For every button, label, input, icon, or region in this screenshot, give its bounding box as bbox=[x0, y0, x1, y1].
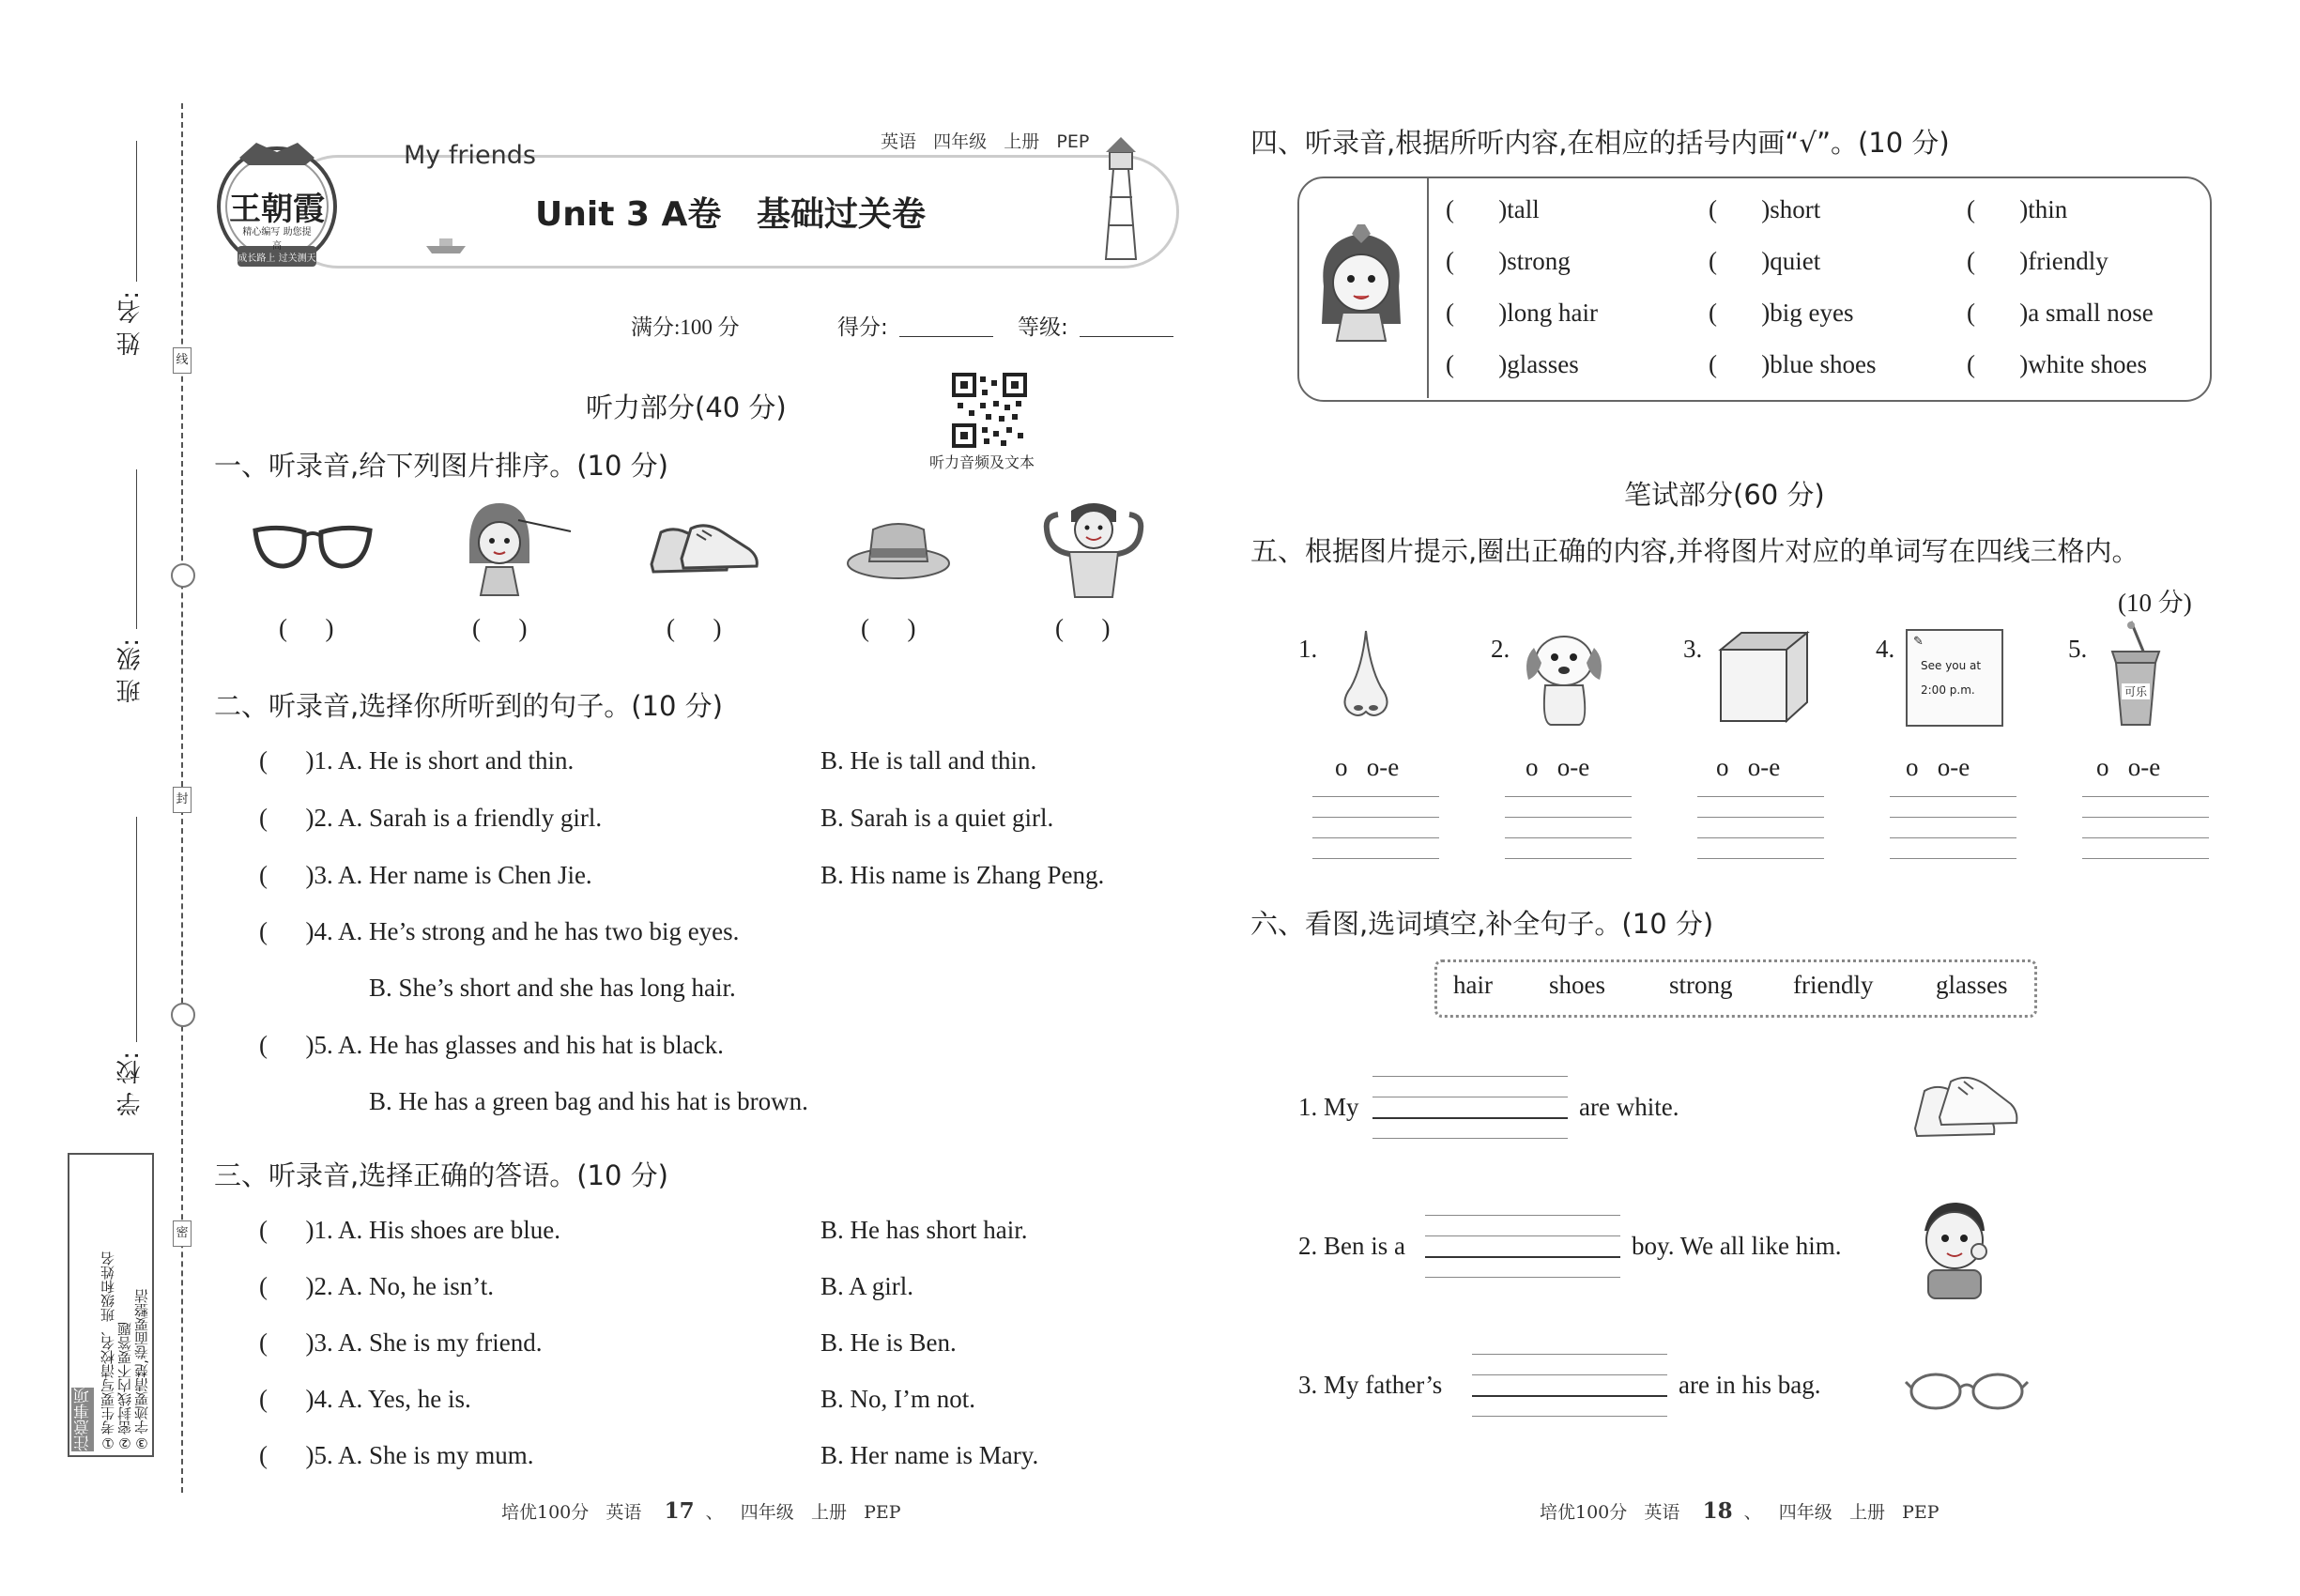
s5-lines-2[interactable] bbox=[1505, 796, 1632, 864]
brand-logo bbox=[211, 131, 343, 272]
s5-picture-nose bbox=[1328, 629, 1403, 727]
s4-small-nose: a small nose bbox=[2028, 299, 2154, 327]
s4-row2-col2[interactable]: ( )quiet bbox=[1709, 247, 1821, 275]
footer-left-subject: 英语 bbox=[606, 1502, 642, 1523]
s4-glasses: glasses bbox=[1507, 350, 1579, 378]
grade-field[interactable] bbox=[1080, 336, 1173, 337]
brand-name: 王朝霞 bbox=[229, 191, 325, 228]
s2-q5-num: 5. bbox=[314, 1031, 333, 1059]
s5-picture-dog bbox=[1521, 622, 1610, 733]
series-subject: 英语 bbox=[881, 131, 917, 152]
footer-right-book: 培优100分 bbox=[1540, 1502, 1628, 1523]
notice-item-2: ②密封线内不要答题 bbox=[116, 1322, 133, 1451]
qr-code-icon bbox=[952, 373, 1027, 448]
score-label: 得分: bbox=[837, 315, 888, 340]
s1-answer-2[interactable]: ( ) bbox=[472, 614, 528, 642]
s4-long-hair: long hair bbox=[1507, 299, 1598, 327]
s3-q3-b: B. He is Ben. bbox=[820, 1328, 957, 1357]
s2-q1: ( )1. A. He is short and thin. bbox=[259, 746, 575, 775]
s3-q5-b: B. Her name is Mary. bbox=[820, 1441, 1039, 1469]
footer-left-term: 上册 bbox=[810, 1502, 847, 1523]
section-6-title: 六、看图,选词填空,补全句子。(10 分) bbox=[1250, 908, 1714, 940]
s3-q2-b: B. A girl. bbox=[820, 1272, 914, 1300]
footer-left-grade: 四年级 bbox=[740, 1502, 794, 1523]
footer-right-ed: PEP bbox=[1902, 1502, 1940, 1523]
girl-face-icon bbox=[1314, 221, 1408, 343]
s2-q5-a: A. He has glasses and his hat is black. bbox=[338, 1031, 724, 1059]
notice-box bbox=[68, 1153, 154, 1457]
s6-sentence-2-pre: 2. Ben is a bbox=[1298, 1232, 1405, 1260]
school-label: 学 校: bbox=[116, 1051, 145, 1117]
s5-num-1: 1. bbox=[1298, 635, 1318, 663]
boat-icon bbox=[424, 235, 468, 255]
s3-q4-num: 4. bbox=[314, 1385, 333, 1413]
s4-row2-col3[interactable]: ( )friendly bbox=[1967, 247, 2108, 275]
s4-blue-shoes: blue shoes bbox=[1770, 350, 1877, 378]
s4-friendly: friendly bbox=[2028, 247, 2108, 275]
section-3-title: 三、听录音,选择正确的答语。(10 分) bbox=[214, 1159, 668, 1191]
word-shoes: shoes bbox=[1549, 971, 1605, 999]
word-friendly: friendly bbox=[1793, 971, 1874, 999]
s3-q2-num: 2. bbox=[314, 1272, 333, 1300]
s3-q4: ( )4. A. Yes, he is. bbox=[259, 1385, 471, 1413]
section-2-title: 二、听录音,选择你所听到的句子。(10 分) bbox=[214, 690, 723, 722]
s3-q5-a: A. She is my mum. bbox=[338, 1441, 534, 1469]
word-hair: hair bbox=[1453, 971, 1493, 999]
s4-tall: tall bbox=[1507, 195, 1540, 223]
s2-q1-num: 1. bbox=[314, 746, 333, 775]
s2-q3-num: 3. bbox=[314, 861, 333, 889]
section-1-picture-girl bbox=[460, 498, 577, 600]
cola-cup-icon bbox=[2103, 620, 2169, 732]
section-1-picture-shoes bbox=[648, 512, 765, 586]
footer-left: 培优100分 英语 17 、 四年级 上册 PEP bbox=[501, 1498, 901, 1524]
series-term: 上册 bbox=[1004, 131, 1040, 152]
s4-row2-col1[interactable]: ( )strong bbox=[1446, 247, 1571, 275]
seal-mark-1: 线 bbox=[173, 347, 192, 374]
strong-boy-icon bbox=[1037, 496, 1150, 599]
s6-picture-shoes bbox=[1911, 1063, 2019, 1151]
school-field[interactable] bbox=[136, 817, 137, 1042]
s2-q2: ( )2. A. Sarah is a friendly girl. bbox=[259, 804, 603, 832]
s1-answer-5[interactable]: ( ) bbox=[1055, 614, 1111, 642]
s6-sentence-3-post: are in his bag. bbox=[1679, 1371, 1821, 1399]
s1-answer-3[interactable]: ( ) bbox=[667, 614, 722, 642]
waving-boy-icon bbox=[1911, 1197, 1996, 1300]
writing-title: 笔试部分(60 分) bbox=[1624, 479, 1825, 511]
s2-q1-a: A. He is short and thin. bbox=[338, 746, 575, 775]
section-4-divider bbox=[1427, 178, 1429, 398]
note-icon: ✎ bbox=[1913, 635, 1924, 649]
brand-tag: 精心编写 助您提高 bbox=[242, 227, 312, 252]
section-4-title: 四、听录音,根据所听内容,在相应的括号内画“√”。(10 分) bbox=[1250, 127, 1950, 159]
s2-q4-b: B. She’s short and she has long hair. bbox=[369, 974, 736, 1002]
s6-sentence-2-post: boy. We all like him. bbox=[1632, 1232, 1842, 1260]
footer-right: 培优100分 英语 18 、 四年级 上册 PEP bbox=[1540, 1498, 1940, 1524]
round-glasses-icon bbox=[1906, 1367, 2028, 1414]
lighthouse-icon bbox=[1087, 131, 1153, 263]
s6-blank-1[interactable] bbox=[1372, 1076, 1568, 1138]
s6-blank-2[interactable] bbox=[1425, 1215, 1620, 1277]
name-label: 姓 名: bbox=[116, 291, 145, 357]
s4-white-shoes: white shoes bbox=[2028, 350, 2147, 378]
word-glasses: glasses bbox=[1936, 971, 2008, 999]
s3-q1-a: A. His shoes are blue. bbox=[338, 1216, 560, 1244]
s5-lines-5[interactable] bbox=[2082, 796, 2209, 864]
s4-row3-col3[interactable]: ( )a small nose bbox=[1967, 299, 2154, 327]
series-info bbox=[881, 128, 1089, 153]
s4-thin: thin bbox=[2028, 195, 2068, 223]
section-5-score: (10 分) bbox=[2118, 589, 2192, 617]
s2-q1-b: B. He is tall and thin. bbox=[820, 746, 1037, 775]
brand-sub: 成长路上 过关测天 bbox=[238, 253, 316, 264]
seal-mark-3: 密 bbox=[173, 1220, 192, 1247]
series-edition: PEP bbox=[1056, 131, 1090, 152]
s2-q3-a: A. Her name is Chen Jie. bbox=[338, 861, 592, 889]
s4-row1-col2[interactable]: ( )short bbox=[1709, 195, 1821, 223]
series-grade: 四年级 bbox=[933, 131, 988, 152]
s6-picture-boy bbox=[1911, 1197, 1996, 1304]
word-strong: strong bbox=[1669, 971, 1733, 999]
s2-q4-a: A. He’s strong and he has two big eyes. bbox=[338, 917, 740, 945]
s4-row3-col2[interactable]: ( )big eyes bbox=[1709, 299, 1854, 327]
footer-left-page: 17 bbox=[664, 1498, 695, 1524]
class-field[interactable] bbox=[136, 469, 137, 629]
footer-right-subject: 英语 bbox=[1644, 1502, 1680, 1523]
s5-choice-3[interactable]: o o-e bbox=[1716, 753, 1781, 781]
s1-answer-1[interactable]: ( ) bbox=[279, 614, 334, 642]
s2-q2-num: 2. bbox=[314, 804, 333, 832]
s5-choice-4[interactable]: o o-e bbox=[1906, 753, 1970, 781]
s3-q4-b: B. No, I’m not. bbox=[820, 1385, 975, 1413]
s5-choice-2[interactable]: o o-e bbox=[1526, 753, 1590, 781]
score-field[interactable] bbox=[899, 336, 993, 337]
s2-q3-b: B. His name is Zhang Peng. bbox=[820, 861, 1105, 889]
s4-quiet: quiet bbox=[1770, 247, 1821, 275]
s5-num-2: 2. bbox=[1491, 635, 1510, 663]
s3-q3-num: 3. bbox=[314, 1328, 333, 1357]
seal-circle-2 bbox=[171, 1003, 195, 1027]
lighthouse-picture bbox=[1087, 131, 1153, 267]
s3-q5: ( )5. A. She is my mum. bbox=[259, 1441, 534, 1469]
section-1-picture-boy bbox=[1037, 496, 1150, 603]
s3-q1: ( )1. A. His shoes are blue. bbox=[259, 1216, 560, 1244]
s5-picture-cola bbox=[2103, 620, 2169, 732]
sneakers-icon bbox=[648, 512, 765, 582]
paper-title: Unit 3 A卷 基础过关卷 bbox=[535, 195, 926, 234]
s4-short: short bbox=[1770, 195, 1821, 223]
s5-num-3: 3. bbox=[1683, 635, 1703, 663]
s3-q1-num: 1. bbox=[314, 1216, 333, 1244]
s2-q5: ( )5. A. He has glasses and his hat is black. bbox=[259, 1031, 724, 1059]
s6-sentence-1-pre: 1. My bbox=[1298, 1093, 1359, 1121]
notice-item-3: ③字迹要清楚,卷面要整洁 bbox=[133, 1289, 150, 1451]
s6-sentence-1-post: are white. bbox=[1579, 1093, 1679, 1121]
s4-row1-col3[interactable]: ( )thin bbox=[1967, 195, 2068, 223]
s1-answer-4[interactable]: ( ) bbox=[861, 614, 916, 642]
s5-choice-5[interactable]: o o-e bbox=[2096, 753, 2161, 781]
s3-q5-num: 5. bbox=[314, 1441, 333, 1469]
footer-right-page: 18 bbox=[1702, 1498, 1733, 1524]
s6-picture-glasses bbox=[1906, 1367, 2028, 1418]
s5-lines-1[interactable] bbox=[1312, 796, 1439, 864]
qr-caption: 听力音频及文本 bbox=[929, 453, 1035, 471]
s5-num-5: 5. bbox=[2068, 635, 2088, 663]
s2-q4: ( )4. A. He’s strong and he has two big eyes. bbox=[259, 917, 740, 945]
section-1-picture-hat bbox=[845, 516, 953, 586]
box-icon bbox=[1713, 627, 1812, 726]
section-5-title: 五、根据图片提示,圈出正确的内容,并将图片对应的单词写在四线三格内。 bbox=[1250, 535, 2139, 567]
s5-lines-3[interactable] bbox=[1697, 796, 1824, 864]
s4-row3-col1[interactable]: ( )long hair bbox=[1446, 299, 1598, 327]
s4-row4-col2[interactable]: ( )blue shoes bbox=[1709, 350, 1877, 378]
s2-q2-a: A. Sarah is a friendly girl. bbox=[338, 804, 603, 832]
grade-label: 等级: bbox=[1018, 315, 1068, 340]
s2-q4-num: 4. bbox=[314, 917, 333, 945]
section-4-girl-picture bbox=[1314, 221, 1408, 346]
hat-icon bbox=[845, 516, 953, 582]
s4-row4-col3[interactable]: ( )white shoes bbox=[1967, 350, 2147, 378]
s6-blank-3[interactable] bbox=[1472, 1354, 1667, 1416]
dog-icon bbox=[1521, 622, 1610, 729]
footer-right-grade: 四年级 bbox=[1778, 1502, 1832, 1523]
full-score: 满分:100 分 bbox=[631, 315, 740, 339]
notice-item-1: ①考生要写清校名、班级和姓名 bbox=[100, 1251, 116, 1451]
cola-cup-text: 可乐 bbox=[2122, 683, 2150, 699]
s2-q2-b: B. Sarah is a quiet girl. bbox=[820, 804, 1054, 832]
notice-title: 注意事项 bbox=[71, 1388, 94, 1451]
glasses-icon bbox=[252, 521, 374, 573]
s3-q1-b: B. He has short hair. bbox=[820, 1216, 1028, 1244]
qr-code[interactable] bbox=[952, 373, 1027, 448]
s2-q3: ( )3. A. Her name is Chen Jie. bbox=[259, 861, 592, 889]
footer-left-ed: PEP bbox=[864, 1502, 901, 1523]
s3-q4-a: A. Yes, he is. bbox=[338, 1385, 471, 1413]
footer-right-term: 上册 bbox=[1848, 1502, 1885, 1523]
name-field[interactable] bbox=[136, 141, 137, 282]
section-1-picture-glasses bbox=[252, 521, 374, 576]
white-shoes-icon bbox=[1911, 1063, 2019, 1147]
boat-picture bbox=[424, 235, 468, 259]
footer-left-book: 培优100分 bbox=[501, 1502, 590, 1523]
s6-sentence-3-pre: 3. My father’s bbox=[1298, 1371, 1443, 1399]
seal-circle-1 bbox=[171, 563, 195, 588]
topic-label: My friends bbox=[404, 141, 536, 170]
s4-row4-col1[interactable]: ( )glasses bbox=[1446, 350, 1579, 378]
class-label: 班 级: bbox=[116, 638, 145, 704]
s4-strong: strong bbox=[1507, 247, 1571, 275]
s4-big-eyes: big eyes bbox=[1770, 299, 1854, 327]
s5-picture-note bbox=[1906, 629, 2003, 727]
s2-q5-b: B. He has a green bag and his hat is brown. bbox=[369, 1087, 808, 1115]
s5-lines-4[interactable] bbox=[1890, 796, 2016, 864]
s3-q3-a: A. She is my friend. bbox=[338, 1328, 543, 1357]
listening-title: 听力部分(40 分) bbox=[586, 391, 787, 423]
s5-picture-box bbox=[1713, 627, 1812, 729]
girl-with-hair-icon bbox=[460, 498, 577, 596]
note-time: 2:00 p.m. bbox=[1921, 683, 1975, 697]
s4-row1-col1[interactable]: ( )tall bbox=[1446, 195, 1540, 223]
s3-q2-a: A. No, he isn’t. bbox=[338, 1272, 494, 1300]
s5-choice-1[interactable]: o o-e bbox=[1335, 753, 1400, 781]
s3-q2: ( )2. A. No, he isn’t. bbox=[259, 1272, 494, 1300]
s3-q3: ( )3. A. She is my friend. bbox=[259, 1328, 543, 1357]
s5-num-4: 4. bbox=[1876, 635, 1895, 663]
nose-icon bbox=[1328, 629, 1403, 723]
note-text: See you at bbox=[1921, 659, 1982, 672]
section-1-title: 一、听录音,给下列图片排序。(10 分) bbox=[214, 450, 668, 482]
seal-mark-2: 封 bbox=[173, 787, 192, 813]
